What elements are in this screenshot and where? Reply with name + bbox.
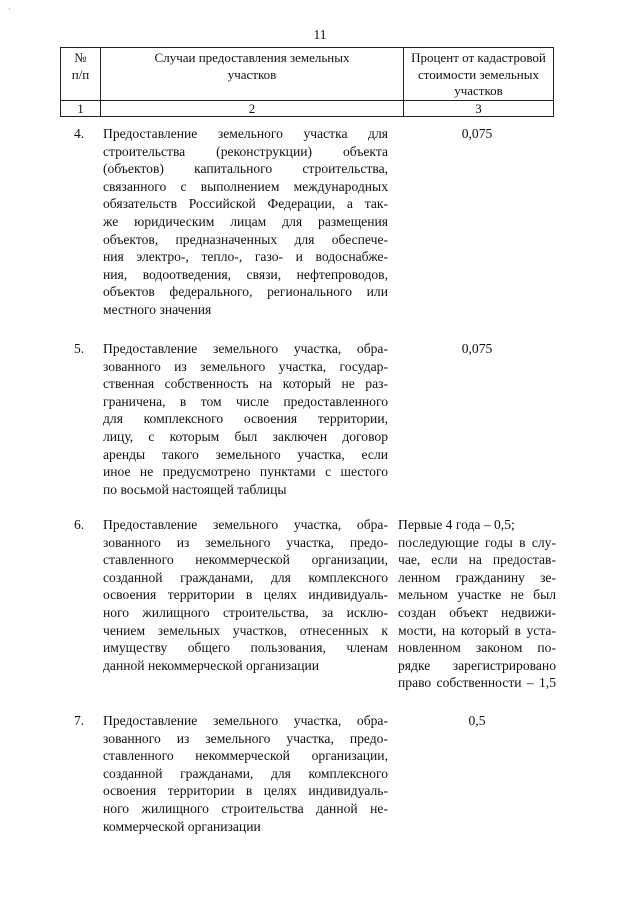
desc-line: зованного из земельного участка, предо- xyxy=(103,534,388,550)
desc-line: ставленного некоммерческой организации, xyxy=(103,748,388,764)
row-description xyxy=(103,125,388,319)
table-header xyxy=(60,47,554,117)
desc-line: связанного с выполнением международных xyxy=(103,178,388,194)
desc-line: созданной гражданами, для комплексного xyxy=(103,569,388,585)
pct-line: последующие годы в слу- xyxy=(398,534,556,550)
desc-line: ного жилищного строительства, за исклю- xyxy=(103,604,388,620)
desc-line: ного жилищного строительства данной не- xyxy=(103,800,388,816)
desc-line: Предоставление земельного участка, обра- xyxy=(103,713,388,728)
header-text: п/п xyxy=(71,66,90,82)
pct-line: Первые 4 года – 0,5; xyxy=(398,517,515,532)
desc-line: граничена, в том числе предоставленного xyxy=(103,393,388,409)
pct-line: ленном гражданину зе- xyxy=(398,569,556,585)
pct-line: мости, на который в уста- xyxy=(398,622,556,638)
header-text: Случаи предоставления земельных xyxy=(154,50,350,65)
desc-line: освоения территории в целях индивидуаль- xyxy=(103,783,388,799)
desc-line: Предоставление земельного участка, обра- xyxy=(103,517,388,532)
desc-line: объектов, предназначенных для обеспече- xyxy=(103,231,388,247)
pct-line: чае, если на предостав- xyxy=(398,552,556,568)
pct-line: 0,5 xyxy=(468,713,486,728)
desc-line: ния электро-, тепло-, газо- и водоснабже- xyxy=(103,249,388,265)
column-numbers-row xyxy=(61,100,554,116)
row-description xyxy=(103,340,388,498)
pct-line: 0,075 xyxy=(461,341,493,356)
header-row xyxy=(61,48,554,101)
header-text: № xyxy=(74,50,87,65)
pct-line: создан объект недвижи- xyxy=(398,604,556,620)
row-percent xyxy=(398,340,556,358)
pct-line: 0,075 xyxy=(461,126,493,141)
desc-line: данной некоммерческой организации xyxy=(103,657,320,673)
desc-line: созданной гражданами, для комплексного xyxy=(103,765,388,781)
scan-mark: · xyxy=(8,4,11,14)
desc-line: иное не предусмотрено пунктами с шестого xyxy=(103,464,388,480)
header-col-percent xyxy=(404,48,554,101)
desc-line: ственная собственность на который не раз- xyxy=(103,376,388,392)
pct-line: рядке зарегистрировано xyxy=(398,657,556,673)
row-number: 6. xyxy=(74,517,85,532)
desc-line: зованного из земельного участка, предо- xyxy=(103,730,388,746)
row-percent xyxy=(398,516,556,692)
desc-line: для комплексного освоения территории, xyxy=(103,411,388,427)
row-percent xyxy=(398,125,556,143)
desc-line: Предоставление земельного участка, обра- xyxy=(103,341,388,356)
page-number: 11 xyxy=(313,27,327,42)
header-text: участков xyxy=(227,66,277,82)
row-description xyxy=(103,712,388,835)
header-text: стоимости земельных xyxy=(418,66,539,82)
row-percent xyxy=(398,712,556,730)
row-description xyxy=(103,516,388,674)
desc-line: объектов федерального, регионального или xyxy=(103,284,388,300)
desc-line: чением земельных участков, отнесенных к xyxy=(103,622,388,638)
pct-line: новленном законом по- xyxy=(398,640,556,656)
row-number: 4. xyxy=(74,126,85,141)
desc-line: освоения территории в целях индивидуаль- xyxy=(103,587,388,603)
desc-line: же юридическим лицам для размещения xyxy=(103,213,388,229)
column-number: 2 xyxy=(101,100,404,116)
desc-line: строительства (реконструкции) объекта xyxy=(103,143,388,159)
desc-line: ния, водоотведения, связи, нефтепроводов, xyxy=(103,266,388,282)
column-number: 1 xyxy=(61,100,101,116)
header-col-number xyxy=(61,48,101,101)
desc-line: по восьмой настоящей таблицы xyxy=(103,481,287,497)
header-text: Процент от кадастровой xyxy=(411,50,546,65)
header-text: участков xyxy=(454,83,503,98)
desc-line: имуществу общего пользования, членам xyxy=(103,640,388,656)
desc-line: аренды такого земельного участка, если xyxy=(103,446,388,462)
row-number: 5. xyxy=(74,341,85,356)
desc-line: обязательств Российской Федерации, а так- xyxy=(103,196,388,212)
desc-line: лицу, с которым был заключен договор xyxy=(103,428,388,444)
column-number: 3 xyxy=(404,100,554,116)
header-col-cases xyxy=(101,48,404,101)
row-number: 7. xyxy=(74,713,85,728)
desc-line: (объектов) капитального строительства, xyxy=(103,161,388,177)
desc-line: ставленного некоммерческой организации, xyxy=(103,552,388,568)
desc-line: местного значения xyxy=(103,301,212,317)
desc-line: коммерческой организации xyxy=(103,818,261,834)
desc-line: зованного из земельного участка, государ- xyxy=(103,358,388,374)
pct-line: право собственности – 1,5 xyxy=(398,675,556,691)
desc-line: Предоставление земельного участка для xyxy=(103,126,388,141)
pct-line: мельном участке не был xyxy=(398,587,556,603)
